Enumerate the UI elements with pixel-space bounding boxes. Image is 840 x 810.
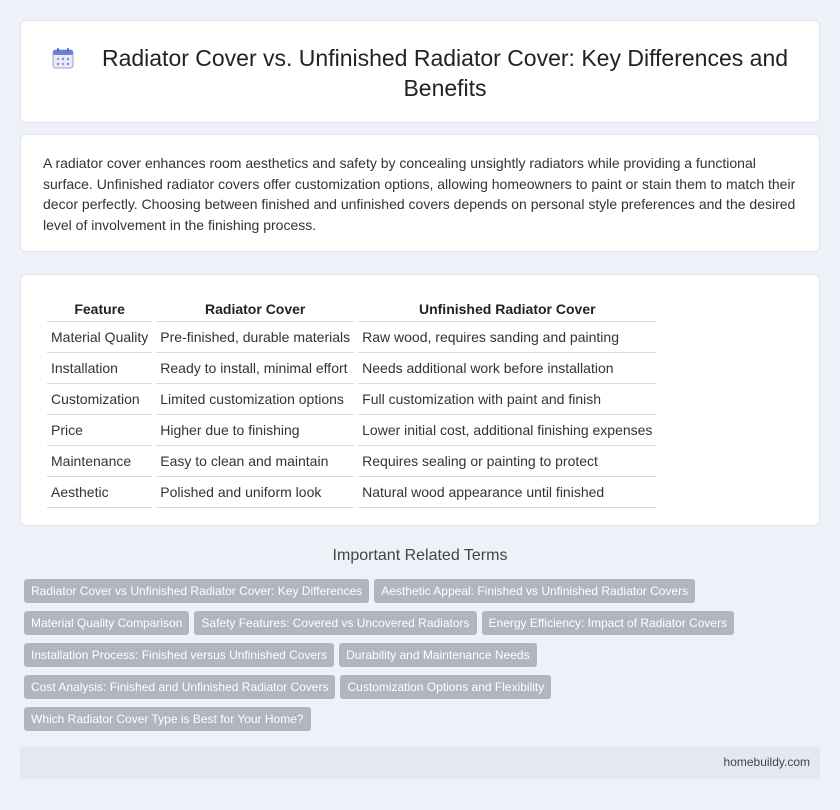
column-header: Unfinished Radiator Cover [358,295,656,322]
table-cell: Easy to clean and maintain [156,446,354,477]
related-term-tag[interactable]: Safety Features: Covered vs Uncovered Radiators [194,611,476,635]
table-cell: Full customization with paint and finish [358,384,656,415]
table-cell: Maintenance [47,446,152,477]
table-cell: Raw wood, requires sanding and painting [358,322,656,353]
tag-row [24,675,784,707]
table-cell: Lower initial cost, additional finishing expenses [358,415,656,446]
table-cell: Higher due to finishing [156,415,354,446]
tag-row [24,707,784,739]
table-cell: Requires sealing or painting to protect [358,446,656,477]
tag-row [24,611,784,643]
table-cell: Ready to install, minimal effort [156,353,354,384]
site-link[interactable]: homebuildy.com [723,755,810,769]
calendar-icon [51,46,75,70]
table-cell: Natural wood appearance until finished [358,477,656,508]
comparison-table [43,295,660,508]
table-cell: Needs additional work before installation [358,353,656,384]
table-row [47,415,656,446]
table-cell: Price [47,415,152,446]
column-header: Radiator Cover [156,295,354,322]
table-row [47,384,656,415]
comparison-card [20,274,820,526]
footer [20,746,820,779]
table-cell: Limited customization options [156,384,354,415]
table-cell: Installation [47,353,152,384]
related-term-tag[interactable]: Installation Process: Finished versus Unfinished Covers [24,643,334,667]
related-term-tag[interactable]: Which Radiator Cover Type is Best for Your Home? [24,707,311,731]
header-card [20,20,820,123]
related-terms-title: Important Related Terms [332,547,508,564]
table-cell: Customization [47,384,152,415]
related-term-tag[interactable]: Radiator Cover vs Unfinished Radiator Cover: Key Differences [24,579,369,603]
related-term-tag[interactable]: Material Quality Comparison [24,611,189,635]
related-term-tag[interactable]: Customization Options and Flexibility [340,675,551,699]
related-term-tag[interactable]: Energy Efficiency: Impact of Radiator Covers [482,611,735,635]
column-header: Feature [47,295,152,322]
related-term-tag[interactable]: Durability and Maintenance Needs [339,643,536,667]
related-terms-list [24,579,784,739]
tag-row [24,643,784,675]
table-row [47,353,656,384]
intro-text: A radiator cover enhances room aesthetics and safety by concealing unsightly radiators while providing a functional surface. Unfinished radiator covers offer customization options, allowing homeowners to paint or stain them to match their decor perfectly. Choosing between finished and unfinished covers depends on personal style preferences and the desired level of involvement in the finishing process. [43,155,796,233]
page-title: Radiator Cover vs. Unfinished Radiator Cover: Key Differences and Benefits [101,45,789,101]
related-term-tag[interactable]: Aesthetic Appeal: Finished vs Unfinished Radiator Covers [374,579,695,603]
table-header-row [47,295,656,322]
table-cell: Aesthetic [47,477,152,508]
table-row [47,322,656,353]
table-cell: Material Quality [47,322,152,353]
table-cell: Pre-finished, durable materials [156,322,354,353]
tag-row [24,579,784,611]
related-term-tag[interactable]: Cost Analysis: Finished and Unfinished Radiator Covers [24,675,335,699]
table-row [47,446,656,477]
intro-card [20,134,820,252]
table-cell: Polished and uniform look [156,477,354,508]
table-row [47,477,656,508]
